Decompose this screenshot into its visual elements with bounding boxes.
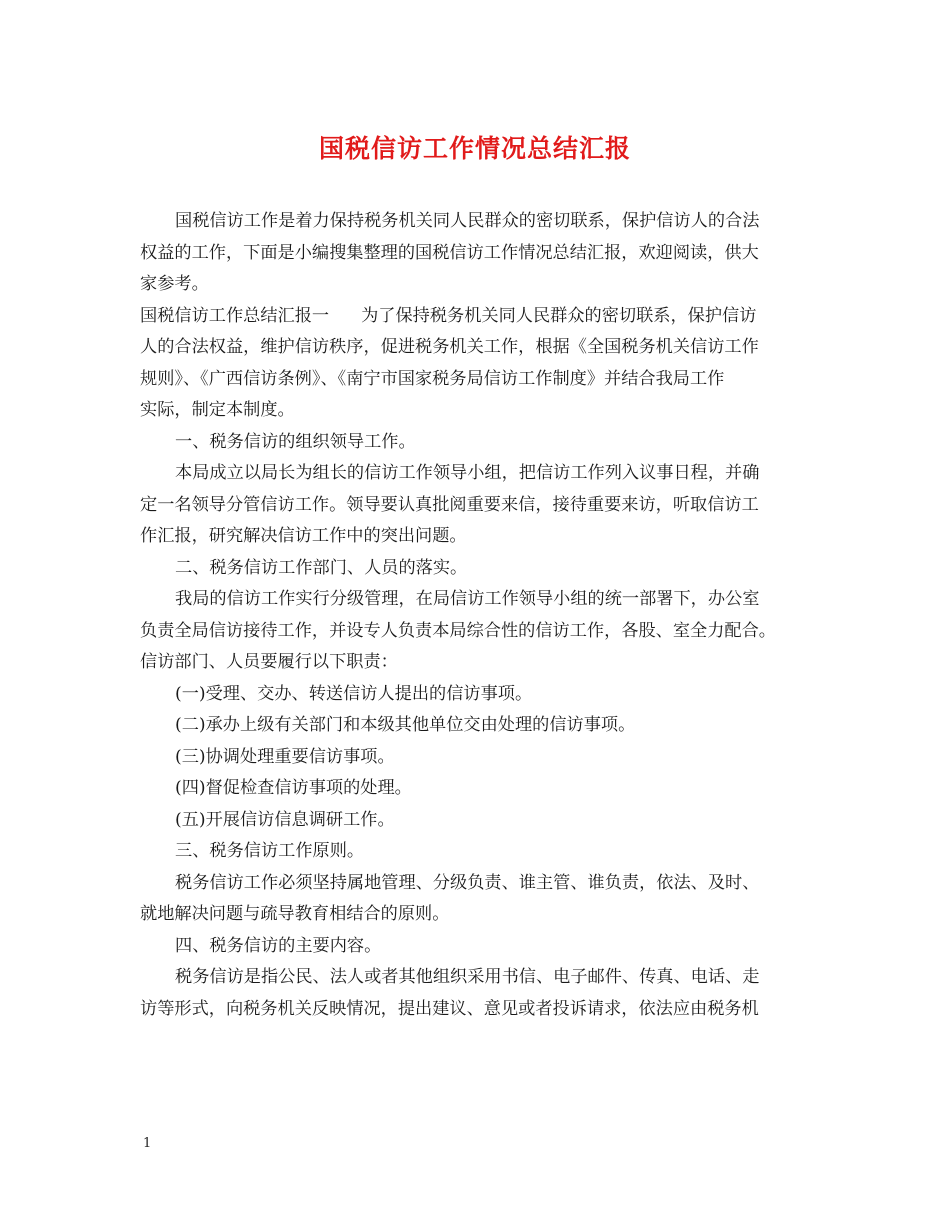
paragraph-line: 就地解决问题与疏导教育相结合的原则。 xyxy=(140,904,450,924)
page-number: 1 xyxy=(143,1136,152,1151)
paragraph-text: 为了保持税务机关同人民群众的密切联系，保护信访 xyxy=(361,305,757,326)
document-body xyxy=(140,206,820,1025)
paragraph-line: 税务信访是指公民、法人或者其他组织采用书信、电子邮件、传真、电话、走 xyxy=(175,967,760,987)
paragraph-line: 四、税务信访的主要内容。 xyxy=(175,935,382,956)
paragraph-line: 一、税务信访的组织领导工作。 xyxy=(175,431,416,452)
document-title: 国税信访工作情况总结汇报 xyxy=(318,134,631,163)
list-item: (五)开展信访信息调研工作。 xyxy=(175,809,395,830)
paragraph-line: 我局的信访工作实行分级管理，在局信访工作领导小组的统一部署下，办公室 xyxy=(175,589,760,609)
paragraph-line: 家参考。 xyxy=(140,274,209,294)
paragraph-line: 本局成立以局长为组长的信访工作领导小组，把信访工作列入议事日程，并确 xyxy=(175,463,760,483)
list-item: (一)受理、交办、转送信访人提出的信访事项。 xyxy=(175,683,533,704)
paragraph-line: 信访部门、人员要履行以下职责： xyxy=(140,652,398,672)
paragraph-line: 作汇报，研究解决信访工作中的突出问题。 xyxy=(140,526,467,546)
paragraph-line: 访等形式，向税务机关反映情况，提出建议、意见或者投诉请求，依法应由税务机 xyxy=(140,998,759,1019)
paragraph-line: 实际，制定本制度。 xyxy=(140,400,295,420)
paragraph-line: 国税信访工作是着力保持税务机关同人民群众的密切联系，保护信访人的合法 xyxy=(175,211,760,231)
paragraph-line xyxy=(140,301,820,333)
list-item: (二)承办上级有关部门和本级其他单位交由处理的信访事项。 xyxy=(175,715,636,735)
paragraph-line: 人的合法权益，维护信访秩序，促进税务机关工作，根据《全国税务机关信访工作 xyxy=(140,337,759,357)
paragraph-line: 税务信访工作必须坚持属地管理、分级负责、谁主管、谁负责，依法、及时、 xyxy=(175,872,760,893)
list-item: (三)协调处理重要信访事项。 xyxy=(175,746,395,767)
paragraph-line: 定一名领导分管信访工作。领导要认真批阅重要来信，接待重要来访，听取信访工 xyxy=(140,494,759,515)
paragraph-line: 三、税务信访工作原则。 xyxy=(175,841,365,861)
list-item: (四)督促检查信访事项的处理。 xyxy=(175,778,412,798)
paragraph-line: 权益的工作，下面是小编搜集整理的国税信访工作情况总结汇报，欢迎阅读，供大 xyxy=(140,242,759,263)
paragraph-line: 规则》、《广西信访条例》、《南宁市国家税务局信访工作制度》并结合我局工作 xyxy=(140,368,725,389)
section-heading: 国税信访工作总结汇报一 xyxy=(140,305,330,326)
paragraph-line: 二、税务信访工作部门、人员的落实。 xyxy=(175,557,468,578)
paragraph-line: 负责全局信访接待工作，并设专人负责本局综合性的信访工作，各股、室全力配合。 xyxy=(140,620,776,641)
